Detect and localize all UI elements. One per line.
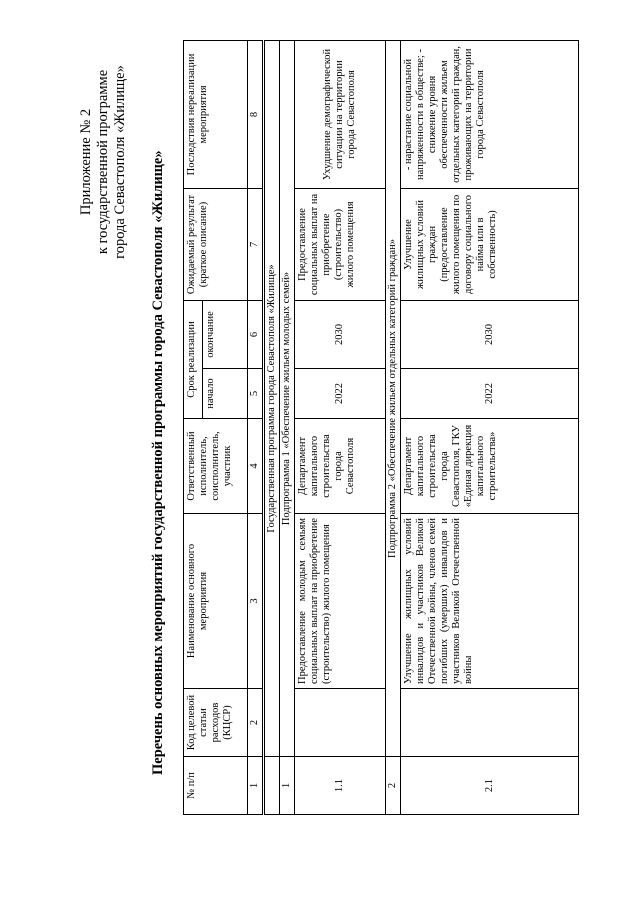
row-2-1-name: Улучшение жилищных условий инвалидов и участников Великой Отечественной войны, членов семей погибших (умерших) инвалидов и участников Великой Отечественной войны (401, 514, 579, 689)
subprogram-1-title: Подпрограмма 1 «Обеспечение жильем молодых семей» (280, 40, 295, 756)
subprogram-2-title: Подпрограмма 2 «Обеспечение жильем отдельных категорий граждан» (386, 40, 401, 756)
measures-table (183, 40, 579, 815)
subprogram-2-num: 2 (386, 757, 401, 815)
column-number: 5 (248, 369, 264, 419)
header-row (184, 40, 203, 814)
subprogram-2-row (386, 40, 401, 814)
header-num: № п/п (184, 757, 248, 815)
row-1-1-code (295, 689, 386, 757)
row-1-1-name: Предоставление молодым семьям социальных выплат на приобретение (строительство) жилого помещения (295, 514, 386, 689)
row-1-1-result: Предоставление социальных выплат на приобретение (строительство) жилого помещения (295, 188, 386, 300)
header-term: Срок реализации (184, 300, 203, 418)
row-2-1-consequences: - нарастание социальной напряженности в обществе; - снижение уровня обеспеченности жильем отдельных категорий граждан, проживающих на территории города Севастополя (401, 40, 579, 188)
table-row (401, 40, 579, 814)
program-num (264, 757, 280, 815)
subprogram-1-num: 1 (280, 757, 295, 815)
program-row (264, 40, 280, 814)
header-code: Код целевой статьи расходов (КЦСР) (184, 689, 248, 757)
column-number: 7 (248, 188, 264, 300)
appendix-line-3: города Севастополя «Жилище» (112, 65, 128, 259)
appendix-line-1: Приложение № 2 (78, 108, 94, 216)
header-consequences: Последствия нереализации мероприятия (184, 40, 248, 188)
row-2-1-end: 2030 (401, 300, 579, 368)
row-2-1-code (401, 689, 579, 757)
document-title: Перечень основных мероприятий государственной программы города Севастополя «Жилище» (150, 150, 166, 775)
row-1-1-consequences: Ухудшение демографической ситуации на территории города Севастополя (295, 40, 386, 188)
row-1-1-responsible: Департамент капитального строительства города Севастополя (295, 419, 386, 514)
column-number: 4 (248, 419, 264, 514)
column-number: 6 (248, 300, 264, 368)
program-title: Государственная программа города Севастополя «Жилище» (264, 40, 280, 756)
row-2-1-start: 2022 (401, 369, 579, 419)
row-2-1-responsible: Департамент капитального строительства города Севастополя, ГКУ «Единая дирекция капитального строительства» (401, 419, 579, 514)
row-1-1-num: 1.1 (295, 757, 386, 815)
column-number: 2 (248, 689, 264, 757)
column-number: 8 (248, 40, 264, 188)
column-number: 1 (248, 757, 264, 815)
row-1-1-end: 2030 (295, 300, 386, 368)
header-name: Наименование основного мероприятия (184, 514, 248, 689)
appendix-line-2: к государственной программе (95, 69, 111, 255)
row-2-1-num: 2.1 (401, 757, 579, 815)
row-1-1-start: 2022 (295, 369, 386, 419)
table-row (295, 40, 386, 814)
column-number: 3 (248, 514, 264, 689)
column-numbers-row (248, 40, 264, 814)
header-responsible: Ответственный исполнитель, соисполнитель, участник (184, 419, 248, 514)
row-2-1-result: Улучшение жилищных условий граждан (предоставление жилого помещения по договору социального найма или в собственность) (401, 188, 579, 300)
header-result: Ожидаемый результат (краткое описание) (184, 188, 248, 300)
subprogram-1-row (280, 40, 295, 814)
appendix-caption (78, 32, 129, 292)
header-start: начало (203, 369, 248, 419)
header-end: окончание (203, 300, 248, 368)
